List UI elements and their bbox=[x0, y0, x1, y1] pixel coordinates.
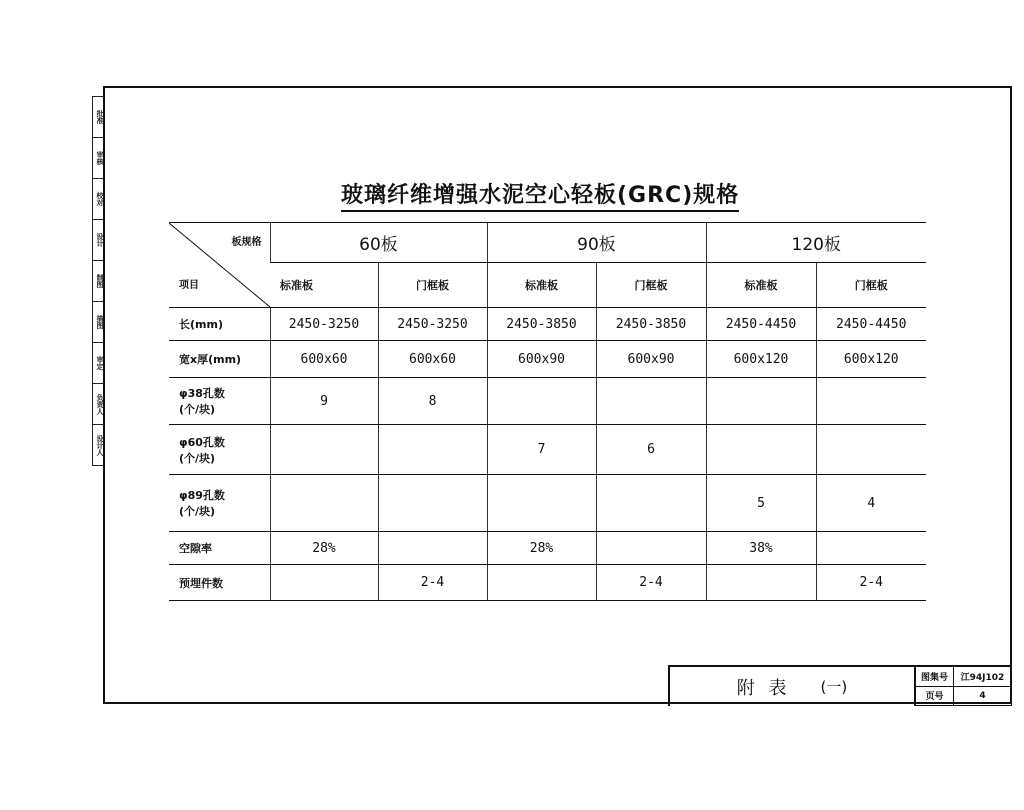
group-header: 120板 bbox=[706, 223, 926, 263]
table-cell: 2450-3250 bbox=[270, 308, 378, 341]
table-cell: 600x90 bbox=[487, 341, 596, 378]
table-cell: 2450-4450 bbox=[706, 308, 816, 341]
atlas-label: 图集号 bbox=[916, 667, 954, 687]
table-cell: 8 bbox=[378, 378, 487, 425]
table-cell bbox=[596, 475, 706, 532]
row-label: 宽x厚(mm) bbox=[169, 341, 270, 378]
table-cell bbox=[816, 425, 926, 475]
group-header: 90板 bbox=[487, 223, 706, 263]
approval-cell: 负责人 bbox=[93, 384, 103, 425]
table-cell: 600x60 bbox=[270, 341, 378, 378]
row-label: 长(mm) bbox=[169, 308, 270, 341]
corner-bottom-label: 项目 bbox=[179, 280, 199, 291]
row-label: φ89孔数 (个/块) bbox=[169, 475, 270, 532]
table-cell bbox=[270, 475, 378, 532]
row-label: 预埋件数 bbox=[169, 565, 270, 601]
appendix-label: 附 表 bbox=[736, 677, 791, 699]
table-cell: 2450-3250 bbox=[378, 308, 487, 341]
table-cell bbox=[270, 565, 378, 601]
table-cell bbox=[378, 475, 487, 532]
table-row bbox=[169, 532, 926, 565]
approval-cell: 设计 bbox=[93, 220, 103, 261]
table-cell: 600x60 bbox=[378, 341, 487, 378]
table-cell: 2-4 bbox=[378, 565, 487, 601]
table-cell bbox=[378, 425, 487, 475]
appendix-number: (一) bbox=[820, 678, 848, 696]
approval-strip bbox=[92, 96, 103, 466]
page-title: 玻璃纤维增强水泥空心轻板(GRC)规格 bbox=[341, 178, 739, 212]
approval-cell: 审定 bbox=[93, 343, 103, 384]
approval-cell: 审核 bbox=[93, 138, 103, 179]
title-block-name bbox=[670, 667, 916, 706]
table-cell bbox=[596, 532, 706, 565]
row-label: φ60孔数 (个/块) bbox=[169, 425, 270, 475]
subheader-cell: 标准板 bbox=[270, 263, 378, 308]
group-header: 60板 bbox=[270, 223, 487, 263]
table-cell: 7 bbox=[487, 425, 596, 475]
table-cell: 2-4 bbox=[596, 565, 706, 601]
table-cell bbox=[487, 378, 596, 425]
table-cell bbox=[816, 378, 926, 425]
table-cell: 600x90 bbox=[596, 341, 706, 378]
table-cell bbox=[378, 532, 487, 565]
subheader-cell: 门框板 bbox=[596, 263, 706, 308]
table-cell: 2450-3850 bbox=[487, 308, 596, 341]
table-cell: 2450-4450 bbox=[816, 308, 926, 341]
table-cell: 5 bbox=[706, 475, 816, 532]
table-cell: 28% bbox=[270, 532, 378, 565]
row-label: 空隙率 bbox=[169, 532, 270, 565]
header-corner bbox=[169, 223, 270, 308]
page-value: 4 bbox=[954, 687, 1012, 707]
table-cell: 6 bbox=[596, 425, 706, 475]
table-cell bbox=[487, 475, 596, 532]
approval-cell: 描图 bbox=[93, 302, 103, 343]
table-row bbox=[169, 308, 926, 341]
table-cell bbox=[596, 378, 706, 425]
table-cell bbox=[706, 425, 816, 475]
table-row bbox=[169, 341, 926, 378]
table-row bbox=[169, 378, 926, 425]
subheader-cell: 标准板 bbox=[706, 263, 816, 308]
approval-cell: 制图 bbox=[93, 261, 103, 302]
table-cell: 38% bbox=[706, 532, 816, 565]
subheader-cell: 标准板 bbox=[487, 263, 596, 308]
approval-cell: 批准 bbox=[93, 97, 103, 138]
table-row bbox=[169, 475, 926, 532]
row-label: φ38孔数 (个/块) bbox=[169, 378, 270, 425]
table-cell bbox=[816, 532, 926, 565]
table-cell bbox=[487, 565, 596, 601]
atlas-value: 江94J102 bbox=[954, 667, 1012, 687]
spec-table bbox=[169, 222, 926, 601]
subheader-cell: 门框板 bbox=[378, 263, 487, 308]
table-row bbox=[169, 565, 926, 601]
page-label: 页号 bbox=[916, 687, 954, 707]
table-row bbox=[169, 425, 926, 475]
table-cell bbox=[706, 378, 816, 425]
table-cell: 600x120 bbox=[816, 341, 926, 378]
approval-cell: 设计人 bbox=[96, 434, 104, 456]
table-cell: 600x120 bbox=[706, 341, 816, 378]
approval-cell: 校对 bbox=[93, 179, 103, 220]
table-cell: 4 bbox=[816, 475, 926, 532]
title-block-meta bbox=[916, 667, 1012, 706]
table-cell: 2450-3850 bbox=[596, 308, 706, 341]
title-block bbox=[668, 665, 1012, 706]
table-cell bbox=[270, 425, 378, 475]
subheader-cell: 门框板 bbox=[816, 263, 926, 308]
corner-top-label: 板规格 bbox=[231, 237, 262, 248]
table-cell bbox=[706, 565, 816, 601]
table-cell: 9 bbox=[270, 378, 378, 425]
table-cell: 28% bbox=[487, 532, 596, 565]
table-cell: 2-4 bbox=[816, 565, 926, 601]
